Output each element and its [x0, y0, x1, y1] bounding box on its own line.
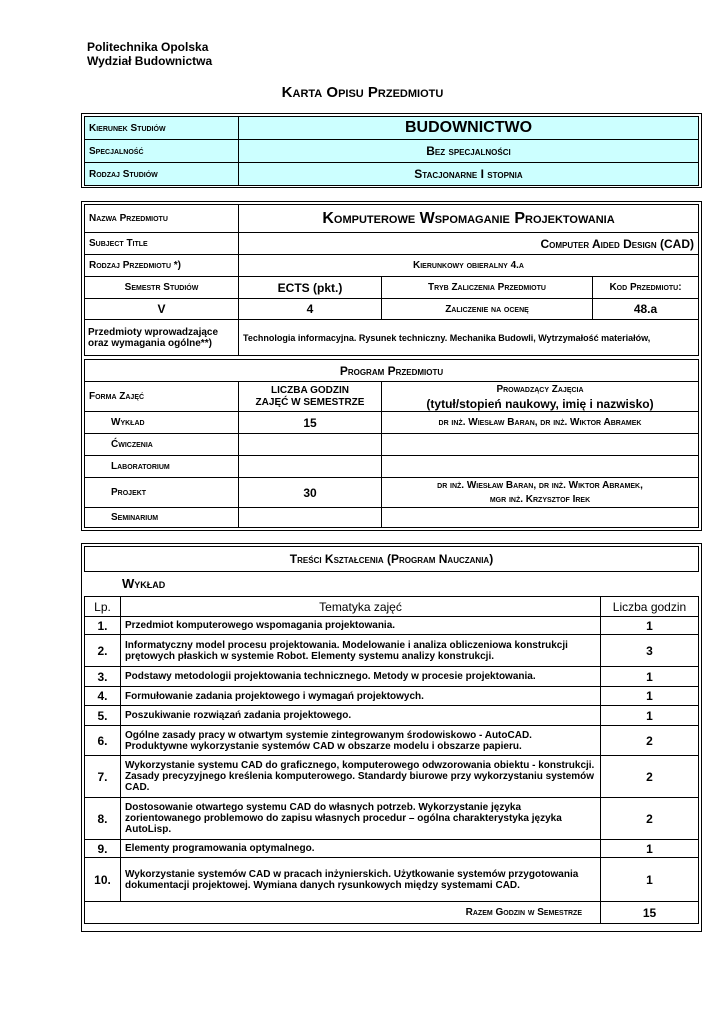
content-row	[85, 667, 699, 687]
form-laboratory: Laboratorium	[85, 456, 239, 478]
subject-name-label: Nazwa Przedmiotu	[85, 205, 239, 233]
content-row-topic: Elementy programowania optymalnego.	[121, 840, 601, 858]
teachers-exercises	[382, 434, 699, 456]
content-row	[85, 687, 699, 706]
content-row-lp: 10.	[85, 858, 121, 902]
form-seminar: Seminarium	[85, 508, 239, 528]
teachers-project-line2: mgr inż. Krzysztof Irek	[489, 493, 591, 505]
program-row-laboratory	[85, 456, 699, 478]
assessment-mode-value: Zaliczenie na ocenę	[382, 299, 593, 320]
content-table	[84, 596, 699, 924]
subject-table	[84, 204, 699, 356]
content-row-lp: 7.	[85, 756, 121, 798]
form-lecture: Wykład	[85, 412, 239, 434]
content-row-lp: 9.	[85, 840, 121, 858]
content-row-hours: 1	[601, 617, 699, 635]
total-hours-value: 15	[601, 902, 699, 924]
semester-label: Semestr Studiów	[85, 277, 239, 299]
content-row-lp: 3.	[85, 667, 121, 687]
content-columns-row	[85, 597, 699, 617]
content-row-topic: Ogólne zasady pracy w otwartym systemie zintegrowanym środowiskowo - AutoCAD. Produktywne wykorzystanie systemów CAD w obszarze modelu i obszarze papieru.	[121, 726, 601, 756]
teachers-project	[382, 478, 699, 508]
specialization-label: Specjalność	[85, 140, 239, 163]
teachers-lecture: dr inż. Wiesław Baran, dr inż. Wiktor Abramek	[382, 412, 699, 434]
content-row-topic: Poszukiwanie rozwiązań zadania projektowego.	[121, 706, 601, 726]
study-info-block	[81, 113, 702, 188]
field-of-study-label: Kierunek Studiów	[85, 117, 239, 140]
content-row-topic: Dostosowanie otwartego systemu CAD do własnych potrzeb. Wykorzystanie języka zorientowanego problemowo do zapisu własnych procedur – ogólna charakterystyka języka AutoLisp.	[121, 798, 601, 840]
hours-project: 30	[239, 478, 382, 508]
ects-value: 4	[239, 299, 382, 320]
content-row-lp: 8.	[85, 798, 121, 840]
content-row-hours: 1	[601, 667, 699, 687]
hours-lecture: 15	[239, 412, 382, 434]
subject-kind-value: Kierunkowy obieralny 4.a	[239, 255, 699, 277]
form-exercises: Ćwiczenia	[85, 434, 239, 456]
form-project: Projekt	[85, 478, 239, 508]
field-of-study-value: BUDOWNICTWO	[239, 117, 699, 140]
ects-label: ECTS (pkt.)	[239, 277, 382, 299]
content-row-hours: 3	[601, 635, 699, 667]
study-row-specialization	[85, 140, 699, 163]
teachers-laboratory	[382, 456, 699, 478]
topic-column-label: Tematyka zajęć	[121, 597, 601, 617]
content-row-topic: Podstawy metodologii projektowania technicznego. Metody w procesie projektowania.	[121, 667, 601, 687]
hours-column-header: Liczba godzin	[601, 597, 699, 617]
subject-name-value: Komputerowe Wspomaganie Projektowania	[239, 205, 699, 233]
content-row	[85, 617, 699, 635]
content-row-lp: 1.	[85, 617, 121, 635]
subject-block	[81, 201, 702, 531]
subject-meta-values-row	[85, 299, 699, 320]
lp-column-label: Lp.	[85, 597, 121, 617]
subject-code-label: Kod Przedmiotu:	[593, 277, 699, 299]
content-row-topic: Informatyczny model procesu projektowania. Modelowanie i analiza obliczeniowa konstrukcji prętowych płaskich w systemie Robot. Elementy systemu analizy konstrukcji.	[121, 635, 601, 667]
prerequisites-value: Technologia informacyjna. Rysunek techniczny. Mechanika Budowli, Wytrzymałość materiałów,	[239, 320, 699, 356]
content-section-title: Wykład	[122, 576, 166, 591]
study-type-label: Rodzaj Studiów	[85, 163, 239, 186]
content-row-lp: 5.	[85, 706, 121, 726]
total-hours-label: Razem Godzin w Semestrze	[85, 902, 601, 924]
content-header-row	[85, 547, 699, 572]
prerequisites-label-line2: oraz wymagania ogólne**)	[88, 337, 212, 349]
program-row-exercises	[85, 434, 699, 456]
program-header: Program Przedmiotu	[85, 360, 699, 382]
prerequisites-label-line1: Przedmioty wprowadzające	[88, 326, 219, 338]
subject-title-value: Computer Aided Design (CAD)	[239, 233, 699, 255]
teachers-project-line1: dr inż. Wiesław Baran, dr inż. Wiktor Abramek,	[437, 479, 643, 491]
teachers-seminar	[382, 508, 699, 528]
content-row-topic: Wykorzystanie systemów CAD w pracach inżynierskich. Użytkowanie systemów przygotowania dokumentacji projektowej. Wymiana danych rysunkowych między systemami CAD.	[121, 858, 601, 902]
content-row	[85, 635, 699, 667]
subject-kind-row	[85, 255, 699, 277]
subject-title-label: Subject Title	[85, 233, 239, 255]
content-row-topic: Przedmiot komputerowego wspomagania projektowania.	[121, 617, 601, 635]
prerequisites-label	[85, 320, 239, 356]
content-row-lp: 2.	[85, 635, 121, 667]
faculty-name: Wydział Budownictwa	[87, 54, 213, 68]
content-row-lp: 6.	[85, 726, 121, 756]
semester-value: V	[85, 299, 239, 320]
study-type-value: Stacjonarne I stopnia	[239, 163, 699, 186]
content-row	[85, 798, 699, 840]
document-title: Karta Opisu Przedmiotu	[281, 84, 444, 101]
content-header: Treści Kształcenia (Program Nauczania)	[85, 547, 699, 572]
content-row	[85, 726, 699, 756]
content-row-hours: 2	[601, 798, 699, 840]
university-name: Politechnika Opolska	[87, 40, 209, 54]
subject-meta-header-row	[85, 277, 699, 299]
study-row-field	[85, 117, 699, 140]
content-row	[85, 858, 699, 902]
teachers-label-line2: (tytuł/stopień naukowy, imię i nazwisko)	[426, 396, 654, 411]
hours-label-line2: ZAJĘĆ W SEMESTRZE	[255, 396, 365, 408]
content-row	[85, 706, 699, 726]
program-row-seminar	[85, 508, 699, 528]
form-column-label: Forma Zajęć	[85, 382, 239, 412]
hours-seminar	[239, 508, 382, 528]
content-row-hours: 2	[601, 726, 699, 756]
teachers-column-label	[382, 382, 699, 412]
teachers-label-line1: Prowadzący Zajęcia	[496, 383, 584, 395]
content-row-topic: Wykorzystanie systemu CAD do graficznego, komputerowego odwzorowania obiektu - konstrukcji. Zasady precyzyjnego kreślenia komputerowego. Standardy biurowe przy wykorzystaniu systemów CAD.	[121, 756, 601, 798]
program-columns-row	[85, 382, 699, 412]
study-row-type	[85, 163, 699, 186]
content-row-hours: 1	[601, 858, 699, 902]
program-row-project	[85, 478, 699, 508]
program-table	[84, 359, 699, 528]
hours-label-line1: LICZBA GODZIN	[271, 384, 349, 396]
subject-name-row	[85, 205, 699, 233]
subject-kind-label: Rodzaj Przedmiotu *)	[85, 255, 239, 277]
program-row-lecture	[85, 412, 699, 434]
organization-header	[87, 40, 212, 68]
content-row	[85, 756, 699, 798]
subject-title-row	[85, 233, 699, 255]
subject-code-value: 48.a	[593, 299, 699, 320]
assessment-mode-label: Tryb Zaliczenia Przedmiotu	[382, 277, 593, 299]
prerequisites-row	[85, 320, 699, 356]
content-total-row	[85, 902, 699, 924]
content-header-table	[84, 546, 699, 572]
program-header-row	[85, 360, 699, 382]
hours-exercises	[239, 434, 382, 456]
content-row-topic: Formułowanie zadania projektowego i wymagań projektowych.	[121, 687, 601, 706]
content-row-hours: 1	[601, 687, 699, 706]
hours-laboratory	[239, 456, 382, 478]
content-row-hours: 2	[601, 756, 699, 798]
content-row	[85, 840, 699, 858]
content-row-hours: 1	[601, 840, 699, 858]
hours-column-label	[239, 382, 382, 412]
content-block	[81, 543, 702, 932]
specialization-value: Bez specjalności	[239, 140, 699, 163]
content-row-hours: 1	[601, 706, 699, 726]
content-row-lp: 4.	[85, 687, 121, 706]
study-info-table	[84, 116, 699, 186]
